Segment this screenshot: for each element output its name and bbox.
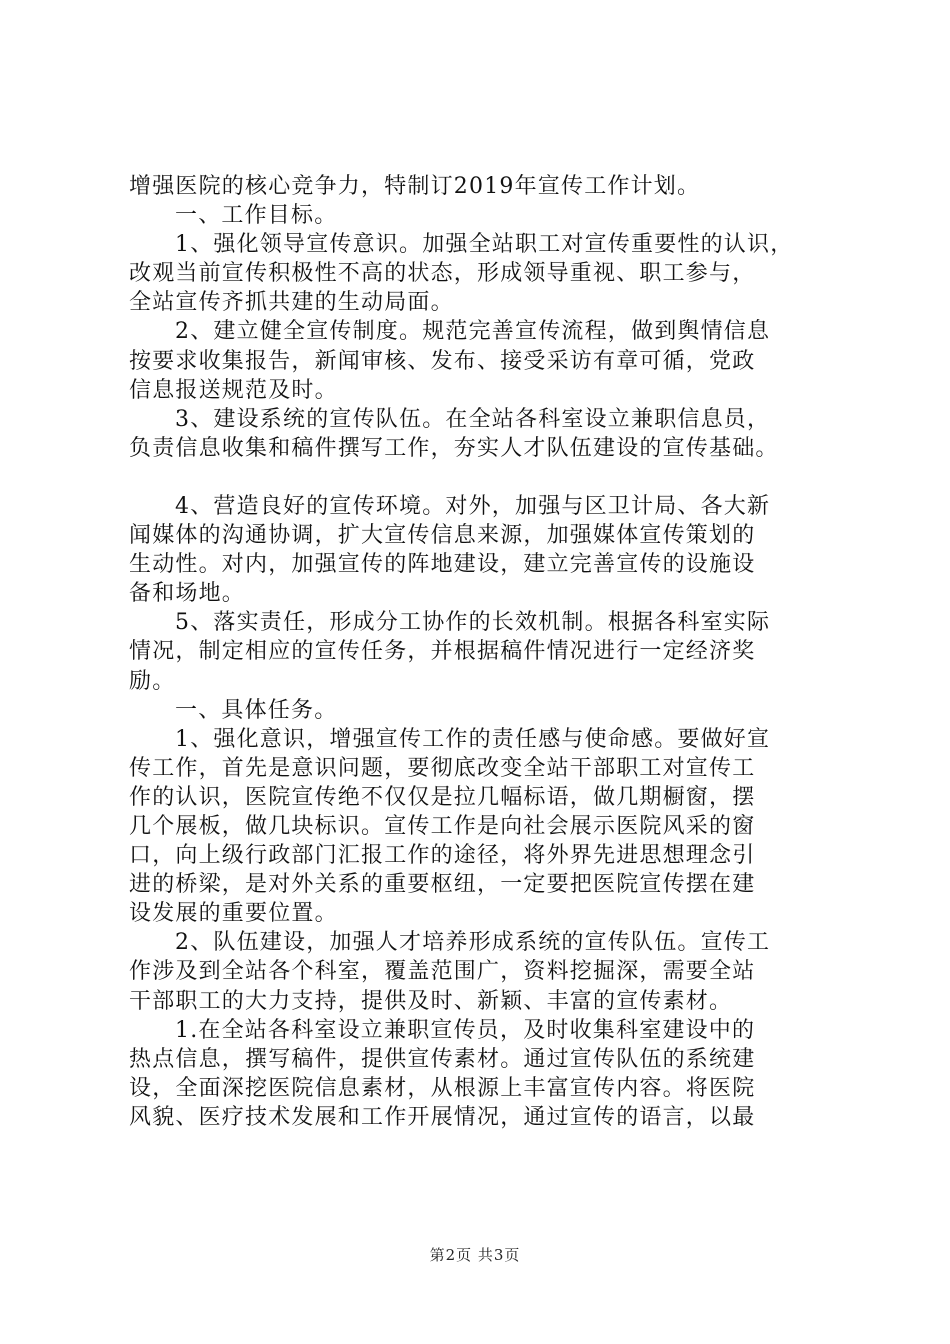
text-line: 改观当前宣传积极性不高的状态，形成领导重视、职工参与，: [129, 261, 756, 287]
text-line: 3、建设系统的宣传队伍。在全站各科室设立兼职信息员，: [175, 406, 771, 432]
text-line: 生动性。对内，加强宣传的阵地建设，建立完善宣传的设施设: [129, 552, 756, 578]
text-line: 风貌、医疗技术发展和工作开展情况，通过宣传的语言，以最: [129, 1104, 756, 1130]
text-line: 1、强化意识，增强宣传工作的责任感与使命感。要做好宣: [175, 726, 771, 752]
text-line: 2、队伍建设，加强人才培养形成系统的宣传队伍。宣传工: [175, 930, 771, 956]
text-line: 备和场地。: [129, 581, 246, 607]
text-line: 进的桥梁，是对外关系的重要枢纽，一定要把医院宣传摆在建: [129, 872, 756, 898]
text-line: 全站宣传齐抓共建的生动局面。: [129, 290, 454, 316]
text-line: 作涉及到全站各个科室，覆盖范围广，资料挖掘深，需要全站: [129, 959, 756, 985]
text-line: 4、营造良好的宣传环境。对外，加强与区卫计局、各大新: [175, 493, 771, 519]
text-line: 一、具体任务。: [175, 697, 338, 723]
text-line: 增强医院的核心竞争力，特制订2019年宣传工作计划。: [129, 174, 701, 199]
blank-line: [129, 463, 841, 492]
text-line: 情况，制定相应的宣传任务，并根据稿件情况进行一定经济奖: [129, 639, 756, 665]
text-line: 信息报送规范及时。: [129, 377, 338, 403]
text-line: 口，向上级行政部门汇报工作的途径，将外界先进思想理念引: [129, 843, 756, 869]
text-line: 按要求收集报告，新闻审核、发布、接受采访有章可循，党政: [129, 348, 756, 374]
page-footer: 第2页 共3页: [429, 1246, 521, 1264]
text-line: 励。: [129, 668, 176, 694]
text-line: 1.在全站各科室设立兼职宣传员，及时收集科室建设中的: [175, 1017, 756, 1043]
text-line: 闻媒体的沟通协调，扩大宣传信息来源，加强媒体宣传策划的: [129, 523, 756, 549]
text-line: 传工作，首先是意识问题，要彻底改变全站干部职工对宣传工: [129, 755, 756, 781]
text-line: 设发展的重要位置。: [129, 901, 338, 927]
text-line: 设，全面深挖医院信息素材，从根源上丰富宣传内容。将医院: [129, 1075, 756, 1101]
text-line: 作的认识，医院宣传绝不仅仅是拉几幅标语，做几期橱窗，摆: [129, 784, 756, 810]
text-line: 5、落实责任，形成分工协作的长效机制。根据各科室实际: [175, 610, 771, 636]
text-line: 2、建立健全宣传制度。规范完善宣传流程，做到舆情信息: [175, 319, 771, 345]
text-line: 负责信息收集和稿件撰写工作，夯实人才队伍建设的宣传基础。: [129, 435, 779, 461]
text-line: 一、工作目标。: [175, 203, 338, 229]
text-line: 1、强化领导宣传意识。加强全站职工对宣传重要性的认识，: [175, 232, 794, 258]
text-line: 热点信息，撰写稿件，提供宣传素材。通过宣传队伍的系统建: [129, 1046, 756, 1072]
text-line: 干部职工的大力支持，提供及时、新颖、丰富的宣传素材。: [129, 988, 733, 1014]
text-line: 几个展板，做几块标识。宣传工作是向社会展示医院风采的窗: [129, 813, 756, 839]
document-body: [129, 172, 841, 1132]
